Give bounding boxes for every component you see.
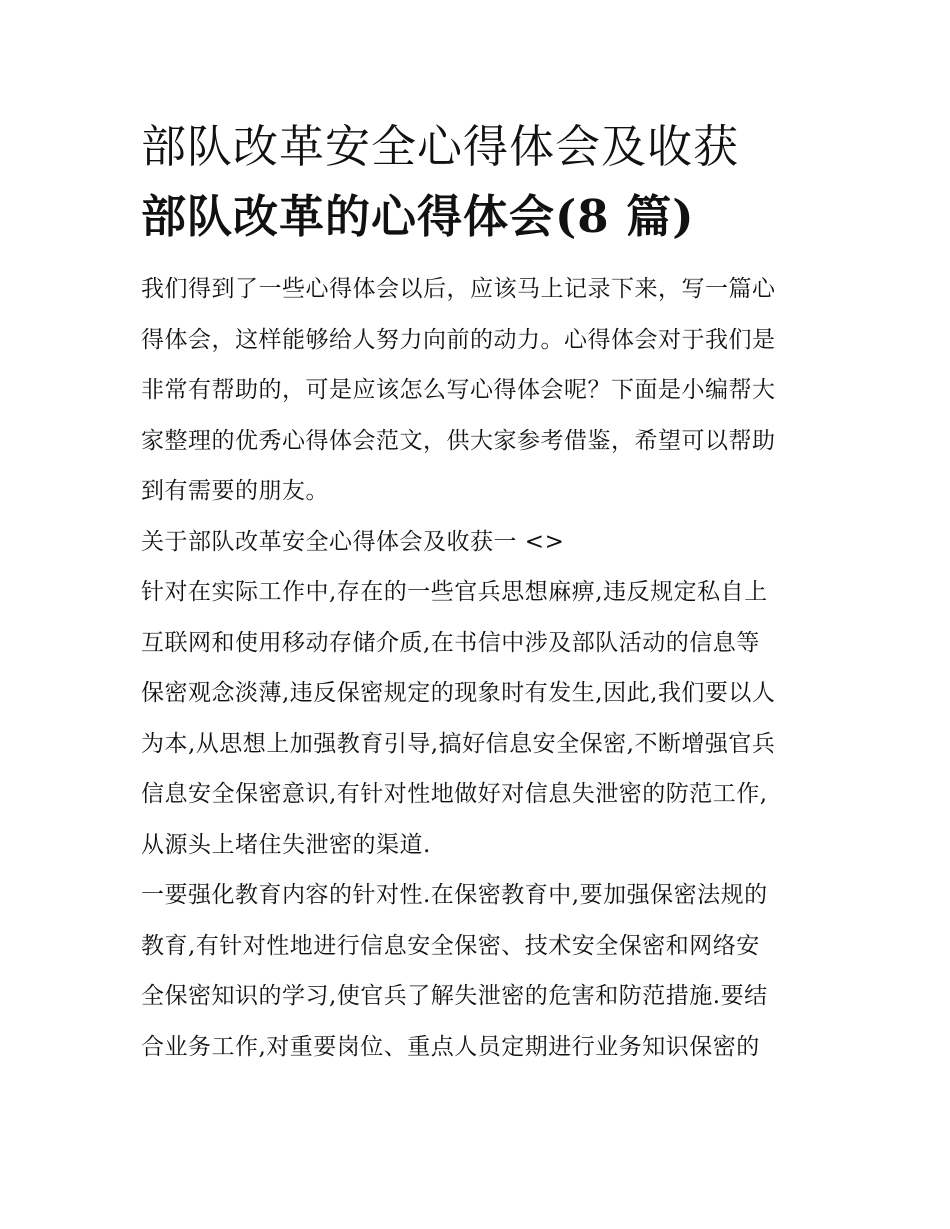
intro-line: 我们得到了一些心得体会以后，应该马上记录下来，写一篇心 bbox=[141, 276, 776, 302]
paragraph-1 bbox=[141, 567, 813, 870]
paragraph-1-line: 从源头上堵住失泄密的渠道. bbox=[141, 831, 431, 858]
paragraph-1-line: 互联网和使用移动存储介质,在书信中涉及部队活动的信息等 bbox=[141, 629, 760, 656]
paragraph-1-line: 保密观念淡薄,违反保密规定的现象时有发生,因此,我们要以人 bbox=[141, 680, 776, 706]
intro-line: 到有需要的朋友。 bbox=[141, 478, 329, 504]
paragraph-2-line: 全保密知识的学习,使官兵了解失泄密的危害和防范措施.要结 bbox=[141, 983, 768, 1009]
paragraph-1-line: 信息安全保密意识,有针对性地做好对信息失泄密的防范工作, bbox=[141, 781, 768, 807]
title-line-2-text: 部队改革的心得体会(8 篇) bbox=[141, 190, 695, 243]
document-body bbox=[141, 264, 813, 1072]
intro-line: 非常有帮助的，可是应该怎么写心得体会呢？下面是小编帮大 bbox=[141, 377, 776, 403]
section-heading-text: 关于部队改革安全心得体会及收获一 <> bbox=[141, 528, 565, 555]
title-line-1: 部队改革安全心得体会及收获 bbox=[141, 120, 740, 173]
intro-line: 得体会，这样能够给人努力向前的动力。心得体会对于我们是 bbox=[141, 326, 776, 353]
paragraph-2-line: 合业务工作,对重要岗位、重点人员定期进行业务知识保密的 bbox=[141, 1033, 760, 1060]
section-heading bbox=[141, 517, 813, 568]
intro-paragraph bbox=[141, 264, 813, 517]
paragraph-2-line: 一要强化教育内容的针对性.在保密教育中,要加强保密法规的 bbox=[141, 882, 768, 908]
paragraph-2 bbox=[141, 870, 813, 1072]
document-title bbox=[141, 112, 813, 252]
paragraph-1-line: 为本,从思想上加强教育引导,搞好信息安全保密,不断增强官兵 bbox=[141, 730, 776, 757]
paragraph-2-line: 教育,有针对性地进行信息安全保密、技术安全保密和网络安 bbox=[141, 932, 760, 959]
intro-line: 家整理的优秀心得体会范文，供大家参考借鉴，希望可以帮助 bbox=[141, 427, 776, 454]
document-content bbox=[141, 112, 813, 1072]
title-line-2 bbox=[141, 182, 813, 252]
paragraph-1-line: 针对在实际工作中,存在的一些官兵思想麻痹,违反规定私自上 bbox=[141, 579, 768, 605]
